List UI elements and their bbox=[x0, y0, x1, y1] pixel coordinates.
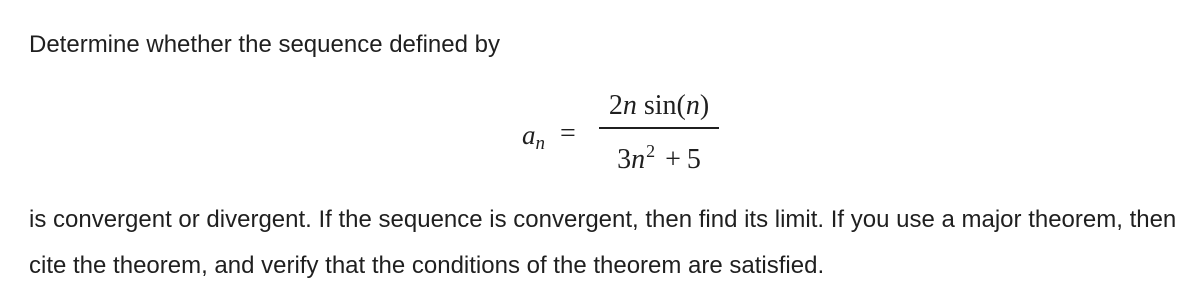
sequence-variable: a bbox=[522, 120, 536, 150]
plus-sign: + bbox=[665, 143, 681, 175]
numerator-variable: n bbox=[622, 90, 637, 121]
equation-lhs bbox=[522, 120, 545, 159]
intro-text: Determine whether the sequence defined by bbox=[29, 31, 500, 58]
fraction bbox=[599, 88, 719, 178]
numerator-coefficient: 2 bbox=[608, 90, 623, 121]
denominator-variable: n bbox=[631, 143, 646, 175]
fraction-numerator bbox=[599, 88, 719, 124]
sine-function: sin( bbox=[636, 90, 686, 121]
fraction-bar bbox=[599, 127, 719, 129]
closing-paren: ) bbox=[699, 90, 710, 121]
sequence-equation bbox=[0, 88, 1200, 178]
question-body-text: is convergent or divergent. If the sequence is convergent, then find its limit. If you use a major theorem, then cite the theorem, and verify that the conditions of the theorem are satisfied. bbox=[29, 206, 1177, 279]
equals-sign: = bbox=[560, 118, 576, 149]
sequence-index: n bbox=[535, 133, 545, 154]
denominator-constant: 5 bbox=[686, 143, 701, 175]
fraction-denominator bbox=[599, 133, 719, 178]
sine-argument: n bbox=[685, 90, 700, 121]
denominator-exponent: 2 bbox=[646, 140, 656, 161]
denominator-coefficient: 3 bbox=[617, 143, 632, 175]
